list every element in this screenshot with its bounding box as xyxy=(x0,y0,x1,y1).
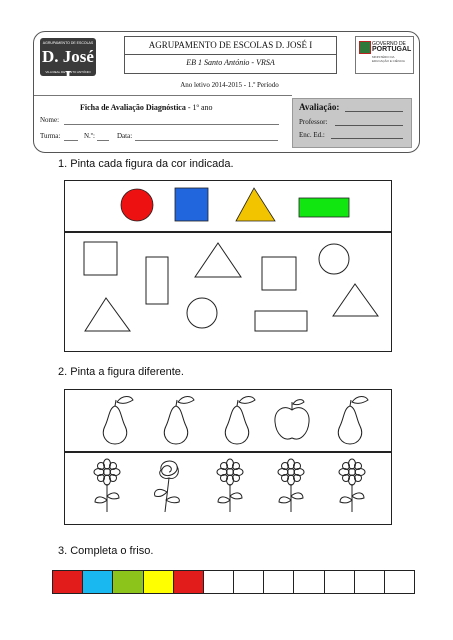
fruit-panel xyxy=(64,389,392,453)
flower-icon[interactable] xyxy=(339,459,365,512)
square-icon xyxy=(175,188,208,221)
frieze-cell[interactable] xyxy=(174,571,204,593)
date-field[interactable] xyxy=(135,140,278,141)
pear-icon[interactable] xyxy=(103,397,133,445)
triangle-icon[interactable] xyxy=(195,243,241,277)
form-title-rest: - 1º ano xyxy=(185,103,213,112)
rectangle-icon[interactable] xyxy=(146,257,168,304)
frieze-cell[interactable] xyxy=(83,571,113,593)
name-field[interactable] xyxy=(64,124,279,125)
frieze-cell[interactable] xyxy=(325,571,355,593)
square-icon[interactable] xyxy=(262,257,296,290)
pear-icon[interactable] xyxy=(338,397,368,445)
color-reference-panel xyxy=(64,180,392,233)
frieze-cell[interactable] xyxy=(385,571,414,593)
circle-icon[interactable] xyxy=(187,298,217,328)
flower-panel xyxy=(64,451,392,525)
guardian-label: Enc. Ed.: xyxy=(299,131,325,139)
circle-icon[interactable] xyxy=(319,244,349,274)
color-frieze xyxy=(52,570,415,594)
circle-icon xyxy=(121,189,153,221)
government-logo xyxy=(355,36,414,74)
triangle-icon xyxy=(236,188,275,221)
government-logo-line2: PORTUGAL xyxy=(372,46,412,53)
class-field[interactable] xyxy=(64,140,78,141)
flower-icon[interactable] xyxy=(217,459,243,512)
teacher-field[interactable] xyxy=(335,125,403,126)
form-title xyxy=(80,103,213,112)
school-box xyxy=(124,36,337,74)
frieze-cell[interactable] xyxy=(144,571,174,593)
apple-icon[interactable] xyxy=(275,400,309,439)
evaluation-box xyxy=(292,98,412,148)
frieze-cell[interactable] xyxy=(113,571,143,593)
triangle-icon[interactable] xyxy=(333,284,378,316)
pear-icon[interactable] xyxy=(164,397,194,445)
school-unit: EB 1 Santo António - VRSA xyxy=(186,58,275,67)
government-logo-line3: MINISTÉRIO DA EDUCAÇÃO E CIÊNCIA xyxy=(372,55,405,63)
evaluation-label: Avaliação: xyxy=(299,102,340,112)
school-logo-caption: AGRUPAMENTO DE ESCOLAS xyxy=(42,41,94,45)
teacher-label: Professor: xyxy=(299,118,328,126)
divider xyxy=(34,95,292,96)
question-2: 2. Pinta a figura diferente. xyxy=(58,366,184,378)
question-3: 3. Completa o friso. xyxy=(58,545,154,557)
square-icon[interactable] xyxy=(84,242,117,275)
pear-icon[interactable] xyxy=(225,397,255,445)
frieze-cell[interactable] xyxy=(53,571,83,593)
flower-icon[interactable] xyxy=(278,459,304,512)
rectangle-icon xyxy=(299,198,349,217)
school-logo-location: VILA REAL DE SANTO ANTÓNIO xyxy=(45,70,91,74)
frieze-cell[interactable] xyxy=(204,571,234,593)
government-logo-line1: GOVERNO DE xyxy=(372,41,406,47)
form-title-bold: Ficha de Avaliação Diagnóstica xyxy=(80,103,186,112)
school-logo xyxy=(40,38,96,86)
frieze-cell[interactable] xyxy=(234,571,264,593)
divider xyxy=(125,54,336,55)
number-label: N.º: xyxy=(84,132,95,140)
school-logo-name: D. José I xyxy=(42,47,94,86)
rose-icon[interactable] xyxy=(155,461,180,512)
flower-icon[interactable] xyxy=(94,459,120,512)
guardian-field[interactable] xyxy=(331,138,403,139)
school-year: Ano letivo 2014-2015 - 1.º Período xyxy=(180,81,279,89)
frieze-cell[interactable] xyxy=(294,571,324,593)
school-name: AGRUPAMENTO DE ESCOLAS D. JOSÉ I xyxy=(148,40,313,50)
date-label: Data: xyxy=(117,132,133,140)
class-label: Turma: xyxy=(40,132,61,140)
frieze-cell[interactable] xyxy=(264,571,294,593)
shapes-panel xyxy=(64,231,392,352)
number-field[interactable] xyxy=(97,140,109,141)
frieze-cell[interactable] xyxy=(355,571,385,593)
triangle-icon[interactable] xyxy=(85,298,130,331)
question-1: 1. Pinta cada figura da cor indicada. xyxy=(58,158,234,170)
name-label: Nome: xyxy=(40,116,60,124)
evaluation-field[interactable] xyxy=(345,111,403,112)
rectangle-icon[interactable] xyxy=(255,311,307,331)
coat-of-arms-icon xyxy=(359,41,371,54)
